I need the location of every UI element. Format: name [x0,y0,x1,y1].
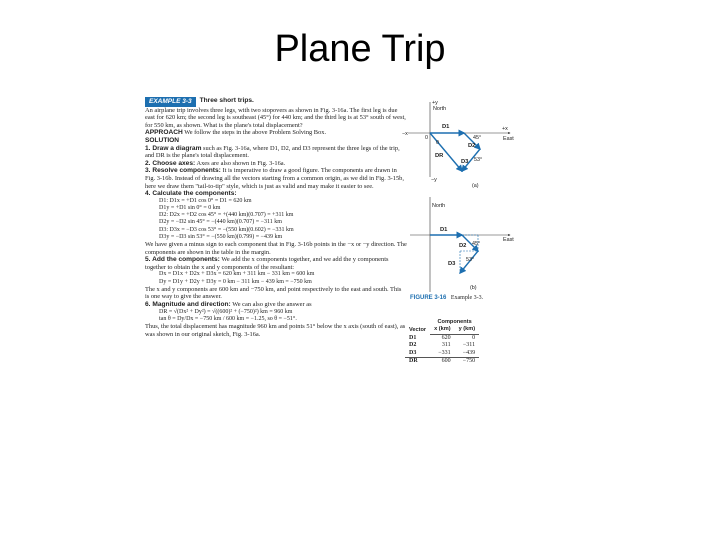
approach [145,129,407,137]
table-header-vector: Vector [409,326,427,333]
components-table [405,319,479,365]
table-row [405,334,479,342]
table-cell-x: 600 [430,358,454,366]
slide-title: Plane Trip [274,28,446,70]
dr-vector [430,133,462,171]
textbook-page [130,97,515,442]
step-5-text: We add the x components together, and we add the y components together to obtain the x and y components of the resultant: [145,256,389,271]
plus-y-label: +y [432,100,438,106]
table-cell-y: −750 [455,358,479,366]
step-5-label: 5. Add the components: [145,256,220,264]
table-header-components: Components [437,319,472,325]
after-step-4: We have given a minus sign to each component that in Fig. 3-16b points in the −x or −y direction. The components are shown in the table in the margin. [145,240,407,256]
step-3-label: 3. Resolve components: [145,167,221,175]
step-5 [145,256,407,271]
table-header-y: y (km) [455,326,479,334]
diagram-a [402,100,514,189]
angle-45-label-b: 45° [472,241,481,247]
example-header [145,97,407,107]
d3-label-b: D3 [448,261,456,267]
step-3-text: It is imperative to draw a good figure. The components are drawn in Fig. 3-16b. Instead of drawing all the vectors starting from a common origin, as we did in Fig. 3-15b, here we draw them "tail-to-tip" style, which is just as valid and may make it easier to see. [145,167,404,190]
table-cell-y: 0 [472,334,476,341]
step-4-label: 4. Calculate the components: [145,190,237,198]
sum-x-equation: Dx = D1x + D2x + D3x = 620 km + 311 km − 331 km = 600 km [159,271,315,278]
angle-45-label: 45° [473,135,482,141]
east-label-b: East [503,237,514,243]
table-header-x: x (km) [430,326,454,334]
figure-caption-text: Example 3-3. [450,295,484,301]
figure-caption-label: FIGURE 3-16 [410,295,447,301]
table-row [405,350,479,358]
theta-label: θ [436,140,439,146]
equation-line: D2: D2x = +D2 cos 45° = +(440 km)(0.707) = +311 km [159,212,294,219]
minus-y-label: −y [431,177,437,183]
equation-line: D1: D1x = +D1 cos 0° = D1 = 620 km [159,197,252,204]
d2-label: D2 [468,143,476,149]
solution-label: SOLUTION [145,136,180,144]
step-6-text: We can also give the answer as [232,300,312,308]
east-label: East [503,136,514,142]
approach-text: We follow the steps in the above Problem Solving Box. [184,129,327,137]
example-title: Three short trips. [199,97,254,104]
conclusion: Thus, the total displacement has magnitude 960 km and points 51° below the x axis (south of east), as was shown in our original sketch, Fig. 3-16a. [145,322,406,338]
equation-line: D2y = −D2 sin 45° = −(440 km)(0.707) = −311 km [159,219,282,226]
diagram-b [410,197,514,292]
part-b-label: (b) [470,285,477,291]
equation-line: D3y = −D3 sin 53° = −(550 km)(0.799) = −439 km [159,233,283,240]
step-3 [145,167,407,190]
table-cell-y: −439 [462,349,476,356]
step-1-text: such as Fig. 3-16a, where D1, D2, and D3 represent the three legs of the trip, and DR is the plane's total displacement. [145,144,400,160]
equation-line: D3: D3x = −D3 cos 53° = −(550 km)(0.602) = −331 km [159,226,294,233]
north-label: North [433,106,447,112]
example-intro: An airplane trip involves three legs, with two stopovers as shown in Fig. 3-16a. The first leg is due east for 620 km; the second leg is southeast (45°) for 440 km; and the third leg is at 53° south of west, for 550 km, as shown. What is the plane's total displacement? [145,106,406,129]
step-2 [145,160,407,168]
d2-label-b: D2 [459,243,467,249]
step-2-text: Axes are also shown in Fig. 3-16a. [196,159,286,167]
angle-53-label-b: 53° [466,257,475,263]
minus-x-label: −x [402,131,408,137]
sum-y-equation: Dy = D1y + D2y + D3y = 0 km − 311 km − 439 km = −750 km [159,278,312,285]
north-label-b: North [432,203,446,209]
angle-53-label: 53° [474,157,483,163]
d1-label-b: D1 [440,227,448,233]
tangent-equation: tan θ = Dy/Dx = −750 km / 600 km = −1.25, so θ = −51°. [159,315,297,322]
after-step-5: The x and y components are 600 km and −750 km, and point respectively to the east and south. This is one way to give the answer. [145,285,402,301]
table-cell-x: 311 [441,342,451,349]
step-2-label: 2. Choose axes: [145,159,196,167]
figure-3-16 [400,97,515,442]
d3-label: D3 [461,159,469,165]
table-cell-y: −311 [462,342,476,349]
example-text-column [145,97,407,338]
plus-x-label: +x [502,126,508,132]
magnitude-equation: DR = √(Dx² + Dy²) = √((600)² + (−750)²) km = 960 km [159,308,293,315]
step-1 [145,145,407,160]
equation-line: D1y = +D1 sin 0° = 0 km [159,204,221,211]
vector-diagrams [400,97,515,297]
table-cell-vector: D2 [409,342,417,349]
table-row [405,342,479,349]
d1-label: D1 [442,124,450,130]
part-a-label: (a) [472,183,479,189]
step-6-label: 6. Magnitude and direction: [145,300,231,308]
figure-caption [410,295,483,303]
table-cell-vector: D3 [409,349,417,356]
approach-label: APPROACH [145,129,183,137]
table-row-total [405,358,479,366]
table-cell-vector: D1 [409,334,417,341]
dr-label: DR [435,153,444,159]
example-label: EXAMPLE 3-3 [145,97,196,107]
step-6 [145,301,407,309]
origin-label: 0 [425,135,428,141]
table-cell-vector: DR [405,358,430,366]
table-cell-x: 620 [441,334,451,341]
table-cell-x: −331 [438,349,451,356]
step-1-label: 1. Draw a diagram [145,144,202,152]
